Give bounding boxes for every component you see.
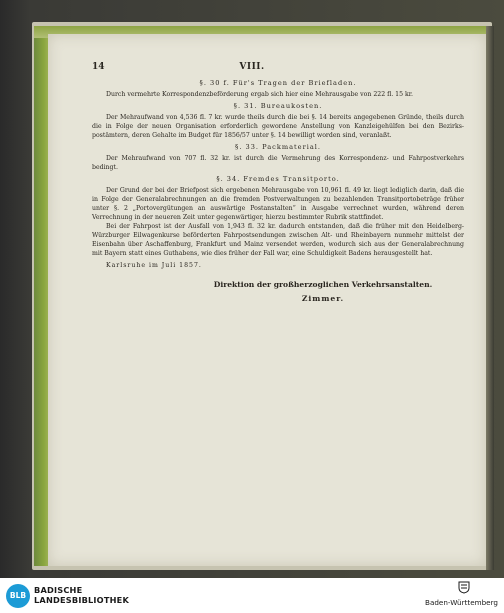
coat-of-arms-icon (457, 580, 471, 594)
signature: Zimmer. (301, 294, 345, 303)
section-text: Bei der Fahrpost ist der Ausfall von 1,943 fl. 32 kr. dadurch entstanden, daß die früher mit den Heidelberg-Würzburger Eilwagenkurse beförderten Fahrpostsendungen zwischen Alt- und Rheinbayern nunmehr mittelst der Eisenbahn über Aschaffenburg, Frankfurt und Mainz versendet werden, wodurch sich aus der Generalabrechnung mit Bayern statt eines Guthabens, wie dies früher der Fall war, eine Schuldigkeit Badens herausgestellt hat. (92, 223, 464, 257)
section-text: Der Grund der bei der Briefpost sich ergebenen Mehrausgabe von 10,961 fl. 49 kr. liegt lediglich darin, daß die in Folge der Generalabrechnungen an die fremden Postverwaltungen zu bezahlenden Transitportobeträge früher unter §. 2 „Portovergütungen an auswärtige Postanstalten“ in Ausgabe verrechnet wurden, während deren Verrechnung in der neueren Zeit unter gegenwärtiger, hierzu bestimmter Rubrik stattfindet. (92, 187, 464, 221)
library-name-line1: BADISCHE (34, 585, 83, 595)
binding-shadow (486, 26, 494, 570)
section-text: Der Mehraufwand von 4,536 fl. 7 kr. wurde theils durch die bei §. 14 bereits angegebenen Gründe, theils durch die in Folge der neuen Organisation erforderlich gewordene Anstellung von Kanzleigehülfen bei den Bezirks-postämtern, deren Gehalte im Budget für 1856/57 unter §. 14 bewilligt worden sind, veranlaßt. (92, 114, 464, 139)
section-roman-numeral: VIII. (239, 62, 265, 72)
blb-logo-icon[interactable]: BLB (6, 584, 30, 608)
section-heading: §. 31. Bureaukosten. (233, 102, 323, 110)
section-text: Der Mehraufwand von 707 fl. 32 kr. ist durch die Vermehrung des Korrespondenz- und Fahrpostverkehrs bedingt. (92, 155, 464, 171)
page-number: 14 (92, 62, 105, 72)
library-name[interactable] (34, 585, 129, 605)
place-date: Karlsruhe im Juli 1857. (106, 262, 202, 269)
region-label: Baden-Württemberg (425, 598, 498, 607)
section-heading: §. 33. Packmaterial. (235, 143, 321, 151)
section-heading: §. 30 f. Für's Tragen der Briefladen. (199, 79, 357, 87)
issuing-authority: Direktion der großherzoglichen Verkehrsanstalten. (213, 280, 433, 289)
section-text: Durch vermehrte Korrespondenzbeförderung ergab sich hier eine Mehrausgabe von 222 fl. 15 kr. (106, 91, 414, 98)
library-name-line2: LANDESBIBLIOTHEK (34, 595, 130, 605)
document-body (92, 76, 464, 303)
section-heading: §. 34. Fremdes Transitporto. (216, 175, 340, 183)
